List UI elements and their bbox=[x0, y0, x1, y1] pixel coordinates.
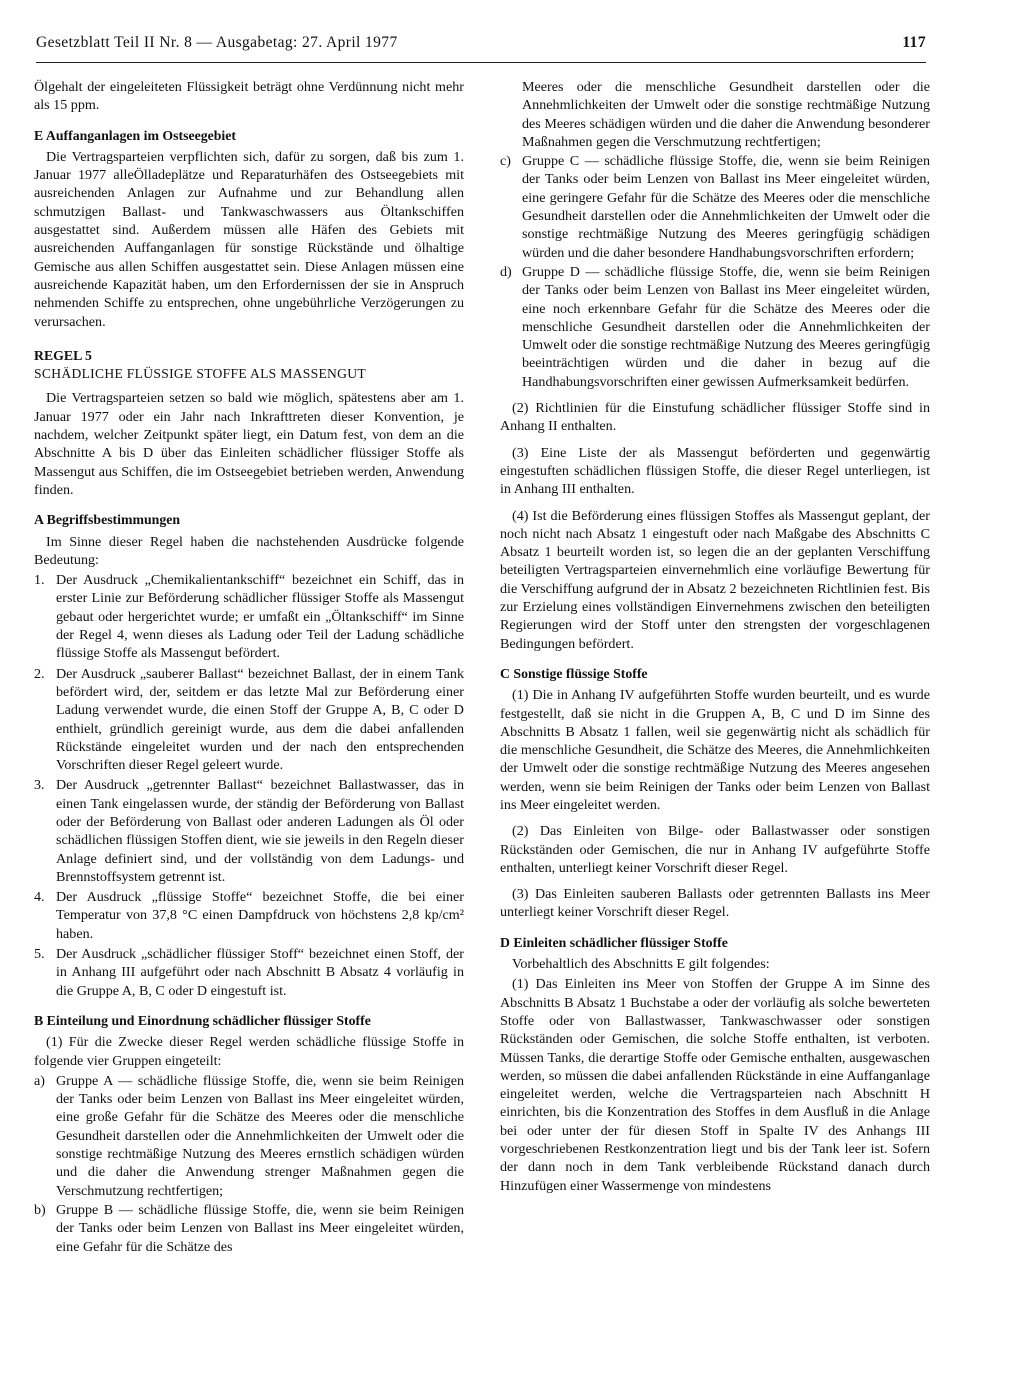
definition-item bbox=[34, 776, 464, 886]
item-number: 3. bbox=[34, 777, 45, 794]
section-c-heading: C Sonstige flüssige Stoffe bbox=[500, 665, 648, 681]
group-item bbox=[500, 152, 930, 262]
section-d-heading: D Einleiten schädlicher flüssiger Stoffe bbox=[500, 934, 728, 950]
section-c-paragraph-1: (1) Die in Anhang IV aufgeführten Stoffe wurden beurteilt, und es wurde festgestellt, daß sie nicht in die Gruppen A, B, C und D im Sinne des Abschnitts B Absatz 1 fallen, weil sie gegenwärtig nicht als schädlich für die menschliche Gesundheit, die Schätze des Meeres, die Annehmlichkeiten der Umwelt oder die sonstige rechtmäßige Nutzung des Meeres angesehen werden, wenn sie beim Reinigen der Tanks oder beim Lenzen von Ballast ins Meer eingeleitet werden. bbox=[500, 687, 930, 813]
regel-text: Die Vertragsparteien setzen so bald wie möglich, spätestens aber am 1. Januar 1977 oder ein Jahr nach Inkrafttreten dieser Konvention, je nachdem, welcher Zeitpunkt später liegt, ein Datum fest, von dem an die Abschnitte A bis D über das Einleiten schädlicher flüssiger Stoffe als Massengut aus Schiffen, die im Ostseegebiet betrieben werden, Anwendung finden. bbox=[34, 390, 464, 498]
section-e-heading: E Auffanganlagen im Ostseegebiet bbox=[34, 127, 236, 143]
group-text: Gruppe C — schädliche flüssige Stoffe, die, wenn sie beim Reinigen der Tanks oder beim Lenzen von Ballast ins Meer eingeleitet würden, eine geringere Gefahr für die Schätze des Meeres oder die menschliche Gesundheit darstellen oder die Annehmlichkeiten der Umwelt oder die sonstige rechtmäßige Nutzung des Meeres geringfügig schädigen würden und die daher besondere Handhabungsvorschriften erfordern; bbox=[522, 153, 930, 261]
section-c-paragraph-3: (3) Das Einleiten sauberen Ballasts oder getrennten Ballasts ins Meer unterliegt keiner Vorschrift dieser Regel. bbox=[500, 886, 930, 921]
section-b-heading: B Einteilung und Einordnung schädlicher flüssiger Stoffe bbox=[34, 1012, 371, 1028]
group-item bbox=[500, 263, 930, 391]
section-d-intro: Vorbehaltlich des Abschnitts E gilt folgendes: bbox=[512, 956, 770, 973]
page-number: 117 bbox=[902, 34, 926, 51]
section-b-paragraph-4: (4) Ist die Beförderung eines flüssigen Stoffes als Massengut geplant, der noch nicht nach Absatz 1 eingestuft oder nach Maßgabe des Abschnitts C Absatz 1 beurteilt worden ist, so legen die an der geplanten Verschiffung beteiligten Vertragsparteien einvernehmlich eine vorläufige Bewertung für die Verschiffung aufgrund der in Absatz 2 bezeichneten Richtlinien fest. Bis zur Erzielung eines vollständigen Einvernehmens zwischen den beteiligten Regierungen wird der Stoff unter den strengsten der vorgeschlagenen Bedingungen befördert. bbox=[500, 507, 930, 652]
regel-heading: REGEL 5 bbox=[34, 347, 92, 363]
item-number: 1. bbox=[34, 572, 45, 589]
group-text: Gruppe B — schädliche flüssige Stoffe, die, wenn sie beim Reinigen der Tanks oder beim Lenzen von Ballast ins Meer eingeleitet würden, eine Gefahr für die Schätze des bbox=[56, 1201, 464, 1255]
item-text: Der Ausdruck „schädlicher flüssiger Stoff“ bezeichnet einen Stoff, der in Anhang III aufgeführt oder nach Abschnitt B Absatz 4 vorläufig in die Gruppe A, B, C oder D eingestuft ist. bbox=[56, 946, 464, 999]
header-title: Gesetzblatt Teil II Nr. 8 — Ausgabetag: 27. April 1977 bbox=[36, 34, 398, 51]
intro-paragraph: Ölgehalt der eingeleiteten Flüssigkeit beträgt ohne Verdünnung nicht mehr als 15 ppm. bbox=[34, 79, 464, 114]
item-number: 2. bbox=[34, 665, 45, 682]
definition-item bbox=[34, 945, 464, 1000]
group-letter: b) bbox=[34, 1201, 46, 1218]
left-column bbox=[34, 78, 464, 1257]
group-text: Gruppe A — schädliche flüssige Stoffe, die, wenn sie beim Reinigen der Tanks oder beim Lenzen von Ballast ins Meer eingeleitet würden, eine große Gefahr für die Schätze des Meeres oder die menschliche Gesundheit darstellen oder die Annehmlichkeiten der Umwelt oder die sonstige rechtmäßige Nutzung des Meeres ernstlich schädigen würden und die daher die Anwendung strenger Maßnahmen gegen die Verschmutzung rechtfertigen; bbox=[56, 1072, 464, 1199]
item-number: 4. bbox=[34, 889, 45, 906]
group-text: Gruppe D — schädliche flüssige Stoffe, die, wenn sie beim Reinigen der Tanks oder beim Lenzen von Ballast ins Meer eingeleitet würden, eine noch erkennbare Gefahr für die Schätze des Meeres oder die menschliche Gesundheit darstellen oder die Annehmlichkeiten der Umwelt oder die sonstige rechtmäßige Nutzung des Meeres geringfügig beeinträchtigen würden und die daher in bezug auf die Handhabungsvorschriften einer gewissen Aufmerksamkeit bedürfen. bbox=[522, 263, 930, 390]
item-text: Der Ausdruck „getrennter Ballast“ bezeichnet Ballastwasser, das in einen Tank eingelassen wurde, der ständig der Beförderung von Ballast oder der Beförderung von Ballast oder anderen Ladungen als Öl oder schädlichen flüssigen Stoffen dient, wie sie jeweils in den Regeln dieser Anlage definiert sind, und der vollständig von dem Ladungs- und Brennstoffsystem getrennt ist. bbox=[56, 777, 464, 885]
definition-item bbox=[34, 665, 464, 775]
section-c-paragraph-2: (2) Das Einleiten von Bilge- oder Ballastwasser oder sonstigen Rückständen oder Gemischen, die nur in Anhang IV aufgeführte Stoffe enthalten, unterliegt keiner Vorschrift dieser Regel. bbox=[500, 823, 930, 876]
group-text: Meeres oder die menschliche Gesundheit darstellen oder die Annehmlichkeiten der Umwelt oder die sonstige rechtmäßige Nutzung des Meeres schädigen würden und die daher die Anwendung besonderer Maßnahmen gegen die Verschmutzung rechtfertigen; bbox=[522, 79, 930, 150]
group-letter: d) bbox=[500, 263, 512, 280]
header-rule bbox=[36, 62, 926, 63]
group-item bbox=[34, 1201, 464, 1256]
item-text: Der Ausdruck „Chemikalientankschiff“ bezeichnet ein Schiff, das in erster Linie zur Beförderung schädlicher flüssiger Stoffe als Massengut gebaut oder hergerichtet wurde; er umfaßt ein „Öltankschiff“ im Sinne der Regel 4, wenn dieses als Ladung oder Teil der Ladung schädliche flüssige Stoffe als Massengut befördert. bbox=[56, 572, 464, 662]
section-a-heading: A Begriffsbestimmungen bbox=[34, 512, 181, 528]
group-letter: a) bbox=[34, 1072, 45, 1089]
regel-title: SCHÄDLICHE FLÜSSIGE STOFFE ALS MASSENGUT bbox=[34, 366, 367, 382]
section-b-intro: (1) Für die Zwecke dieser Regel werden schädliche flüssige Stoffe in folgende vier Gruppen eingeteilt: bbox=[34, 1034, 464, 1069]
right-column bbox=[500, 78, 930, 1203]
group-item-continued bbox=[500, 78, 930, 151]
section-a-intro: Im Sinne dieser Regel haben die nachstehenden Ausdrücke folgende Bedeutung: bbox=[34, 533, 464, 568]
section-d-paragraph-1: (1) Das Einleiten ins Meer von Stoffen der Gruppe A im Sinne des Abschnitts B Absatz 1 Buchstabe a oder der vorläufig als solche bewerteten Stoffe oder von Ballastwasser, Tankwaschwasser oder sonstigen Rückständen oder Gemischen, die solche Stoffe enthalten, ist verboten. Müssen Tanks, die derartige Stoffe oder Gemische enthalten, ausgewaschen werden, so müssen die dabei anfallenden Rückstände in eine Auffanganlage eingeleitet werden, welche die Vertragsparteien nach Abschnitt H einrichten, bis die Konzentration des Stoffes in dem Ausfluß in die Anlage bei oder unter der für diesen Stoff in Spalte IV des Anhangs III vorgeschriebenen Restkonzentration liegt und bis der Tank leer ist. Sofern der dann noch in dem Tank verbleibende Rückstand danach durch Hinzufügen einer Wassermenge von mindestens bbox=[500, 976, 930, 1194]
definition-item bbox=[34, 888, 464, 943]
section-b-paragraph-2: (2) Richtlinien für die Einstufung schädlicher flüssiger Stoffe sind in Anhang II enthalten. bbox=[500, 400, 930, 435]
section-e-text: Die Vertragsparteien verpflichten sich, dafür zu sorgen, daß bis zum 1. Januar 1977 alleÖlladeplätze und Reparaturhäfen des Ostseegebiets mit ausreichenden Anlagen zur Aufnahme und zur Behandlung allen schmutzigen Ballast- und Tankwaschwassers aus Öltankschiffen ausgestattet sind. Außerdem müssen alle Häfen des Gebiets mit ausreichenden Auffanganlagen für sonstige Rückstände und ölhaltige Gemische aus allen Schiffen ausgestattet sein. Diese Anlagen müssen eine ausreichende Kapazität haben, um den Erfordernissen der sie in Anspruch nehmenden Schiffe zu entsprechen, ohne ungebührliche Verzögerungen zu verursachen. bbox=[34, 148, 464, 330]
item-number: 5. bbox=[34, 946, 45, 963]
definition-item bbox=[34, 571, 464, 662]
group-letter: c) bbox=[500, 153, 511, 170]
item-text: Der Ausdruck „flüssige Stoffe“ bezeichnet Stoffe, die bei einer Temperatur von 37,8 °C einen Dampfdruck von höchstens 2,8 kp/cm² haben. bbox=[56, 889, 464, 942]
item-text: Der Ausdruck „sauberer Ballast“ bezeichnet Ballast, der in einem Tank befördert wird, der, seitdem er das letzte Mal zur Beförderung einer Ladung verwendet wurde, die einen Stoff der Gruppe A, B, C oder D enthielt, gründlich gereinigt wurde, aus dem die dabei anfallenden Rückstände eingeleitet wurden und der nach den entsprechenden Vorschriften dieser Regel geleert wurde. bbox=[56, 665, 464, 774]
section-b-paragraph-3: (3) Eine Liste der als Massengut beförderten und gegenwärtig eingestuften schädlichen flüssigen Stoffe, die dieser Regel unterliegen, ist in Anhang III enthalten. bbox=[500, 444, 930, 498]
page-header bbox=[36, 34, 926, 52]
group-item bbox=[34, 1072, 464, 1200]
